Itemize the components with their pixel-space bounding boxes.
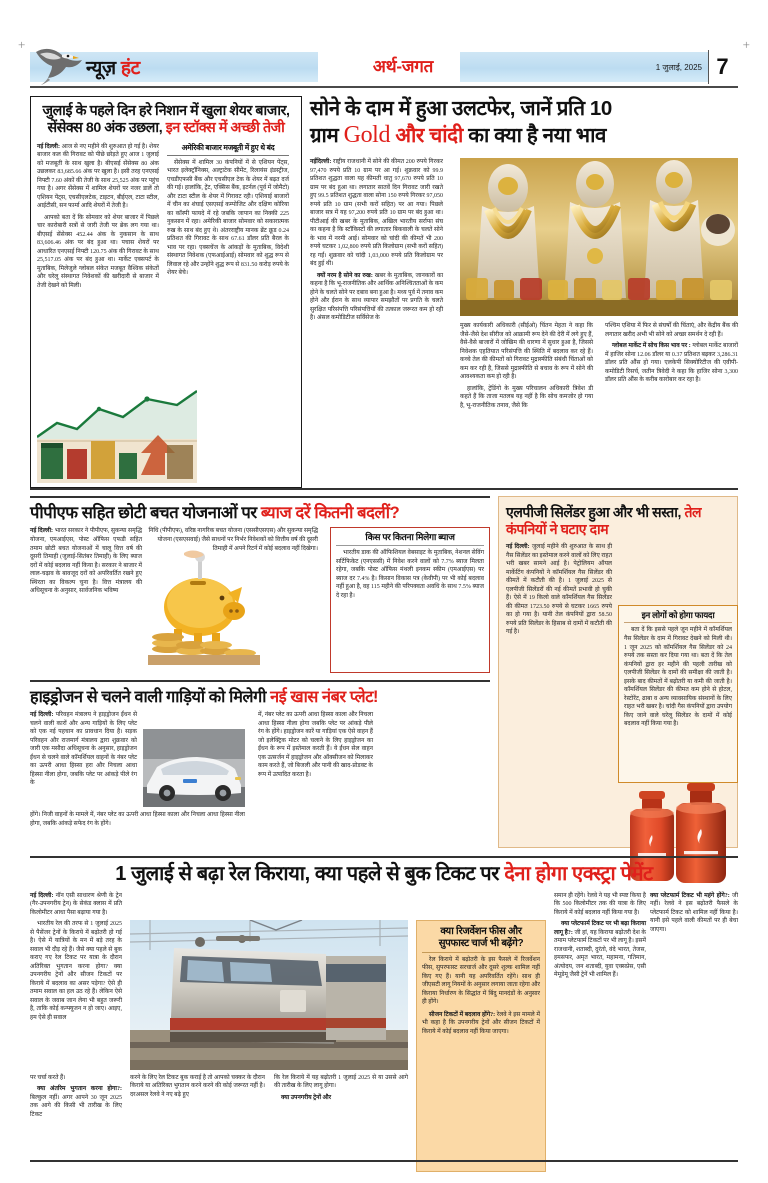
railway-body [30, 892, 738, 1160]
article-railway [30, 856, 738, 1156]
gold-col2-p2: हालांकि, ट्रेडिंगो के मुख्य परिचालन अधिकारी त्रिवेश डी कहते हैं कि ताजा मतलब यह नहीं है कि सोच कमजोर हो गया है, भू-राजनीतिक तनाव, जैसे कि [460, 385, 593, 409]
crop-mark-top-left: + [18, 37, 26, 52]
page-number: 7 [708, 50, 736, 84]
hydrogen-columns [30, 711, 490, 849]
railway-box-season [422, 1011, 540, 1037]
hydrogen-col2-text: होंगे। निजी वाहनों के मामले में, नंबर प्लेट का ऊपरी आधा हिस्सा काला और निचला आधा हिस्सा नीला होगा, जबकि आंकड़े सफेद रंग के होंगे। [30, 812, 245, 827]
railway-column-7 [650, 892, 738, 935]
sensex-columns [37, 143, 295, 291]
gold-headline-silver: और चांदी [390, 124, 463, 148]
section-rule-1 [30, 488, 738, 490]
article-gold [310, 96, 738, 488]
sensex-headline [37, 103, 295, 137]
railway-col4-text: कि रेल किराये में यह बढ़ोतरी 1 जुलाई 2025 से या उससे आगे की तारीख के लिए लागू होगा। [274, 1074, 408, 1090]
sensex-col1-text: आज से नए महीने की शुरुआत हो गई है। शेयर बाजार कल की गिरावट को पीछे छोड़ते हुए आज 1 जुलाई को मजबूती के साथ खुला है। बीएसई सेंसेक्स 80 अंक उछलकर 83,685.66 अंक पर खुला है। इसी तरह एनएसई निफ्टी 7.60 अंकों की तेजी के साथ 25,525 अंक पर पहुंच गया है। अगर सेंसेक्स में शामिल शेयरों पर नजर डालें तो एशियन पेंट्स, एचसीएलटेक, टाइटन, बीईएल, टाटा स्टील, आईटीसी, सन फार्मा आदि शेयरों में तेजी है। [37, 143, 160, 210]
lpg-box-text: बता दें कि इससे पहले जून महीने में कॉमर्शियल गैस सिलेंडर के दाम में गिरावट देखने को मिली थी। 1 जून 2025 को कॉमर्शियल गैस सिलेंडर को 24 रुपये तक सस्ता कर दिया गया था। बता दें कि तेल कंपनियों द्वारा हर महीने की पहली तारीख को एलपीजी सिलेंडर के दामों की समीक्षा की जाती है। इसके बाद कीमतों में बढ़ोतरी या कमी की जाती है। कॉमर्शियल सिलेंडर की कीमत कम होने से होटल, रेस्टोरेंट, ढाबा व अन्य व्यावसायिक संस्थानों के लिए राहत भरी खबर है। चांदी गैस कंपनियों द्वारा उपयोग किए जाने वाले घरेलू सिलेंडर के दामों में कोई बदलाव नहीं किया गया है। [624, 627, 732, 728]
gold-col1-p2: खबर के मुताबिक, जानकारों का कहना है कि भू-राजनीतिक और आर्थिक अनिश्चितताओं के कम होने के चलते सोने पर दबाव बना हुआ है। मध्य पूर्व में तनाव कम होने और ईरान के साथ व्यापार समझौतों पर प्रगति के चलते सुरक्षित परिसंपत्ति परिसंपत्तियों की तत्काल जरूरत कम हो रही है। अंसल कमोडिटीज सर्विसेज के [310, 272, 443, 322]
hydrogen-headline-black: हाइड्रोजन से चलने वाली गाड़ियों को मिलेगी [30, 688, 271, 706]
railway-col2-text: पर चर्चा करते हैं। [30, 1074, 66, 1081]
gold-sub2: ग्लोबल मार्केट में सोच किस भाव पर : [612, 343, 691, 350]
railway-col6-text: समान ही रहेंगे। रेलवे ने यह भी स्पष्ट किया है कि 500 किलोमीटर तक की यात्रा के लिए किराये में कोई बदलाव नहीं किया गया है। [554, 892, 646, 916]
masthead [30, 50, 738, 84]
railway-col6-p3-text: जी नहीं। रेलवे ने इस बढ़ोतरी फैसले के प्लेटफार्म टिकट को शामिल नहीं किया है। यानी इसे पहले वाली कीमतों पर ही बेचा जाएगा। [650, 892, 739, 933]
gold-headline-gram: ग्राम [310, 124, 344, 148]
lpg-box-headline: इन लोगों को होगा फायदा [624, 610, 732, 623]
railway-dateline: नई दिल्ली: [30, 892, 54, 899]
sensex-col2-text: सेंसेक्स में शामिल 30 कंपनियों में से एशियन पेंट्स, भारत इलेक्ट्रॉनिक्स, अल्ट्राटेक सीमेंट, रिलायंस इंडस्ट्रीज, एचडीएफसी बैंक और एचसीएल टेक के शेयर में बढ़त दर्ज की गई। हालांकि, ट्रेंट, एक्सिस बैंक, इटर्नल (पूर्व में जोमैटो) और टाटा स्टील के शेयर में गिरावट रही। एशियाई बाजारों में चीन का शंघाई एसएसई कम्पोजिट और दक्षिण कोरिया का कॉस्पी फायदे में रहे जबकि जापान का निक्की 225 नुकसान में रहा। अमेरिकी बाजार सोमवार को सकारात्मक रुख के साथ बंद हुए थे। अंतरराष्ट्रीय मानक ब्रेंट क्रूड 0.24 प्रतिशत की गिरावट के साथ 67.61 डॉलर प्रति बैरल के भाव पर रहा। एक्सचेंज के आंकड़ों के मुताबिक, विदेशी संस्थागत निवेशक (एफआईआई) सोमवार को शुद्ध रूप से लिवाल रहे और उन्होंने शुद्ध रूप से 831.50 करोड़ रुपये के शेयर बेचे। [167, 159, 289, 277]
article-hydrogen [30, 680, 490, 848]
railway-col6-p3-lead: क्या प्लेटफार्म टिकट भी महंगे होंगे?: [650, 892, 730, 899]
ppf-interest-box [330, 527, 490, 673]
hydrogen-column-3 [258, 711, 373, 779]
lpg-headline-black: एलपीजी सिलेंडर हुआ और भी सस्ता, [506, 504, 685, 520]
ppf-headline-red: ब्याज दरें कितनी बदलीं? [260, 504, 400, 522]
edition-date: 1 जुलाई, 2025 [655, 63, 702, 72]
sensex-para-2: आपको बता दें कि सोमवार को शेयर बाजार में पिछले चार कारोबारी सत्रों से जारी तेजी पर ब्रेक लग गया था। बीएसई सेंसेक्स 452.44 अंक के नुकसान के साथ 83,606.46 अंक पर बंद हुआ था। पचास शेयरों पर आधारित एनएसई निफ्टी 120.75 अंक की गिरावट के साथ 25,517.05 अंक पर बंद हुआ था। मार्केट एक्सपर्ट के मुताबिक, मिलेजुले ग्लोबल संकेत मजबूत वैश्विक संकेतों और घरेलू संस्थागत निवेशकों की खरीदारी से बाजार में तेजी देखने को मिली। [37, 214, 159, 289]
ppf-box-text: भारतीय डाक की ऑफिशियल वेबसाइट के मुताबिक, नेशनल सेविंग सर्टिफिकेट (एनएससी) में निवेश करने वालों को 7.7% ब्याज मिलता रहेगा, जबकि पोस्ट ऑफिस मंथली इनकम स्कीम (एमआईएस) पर ब्याज दर 7.4% है। किसान विकास पत्र (केवीपी) पर भी कोई बदलाव नहीं हुआ है, वह 115 महीने की परिपक्वता अवधि के साथ 7.5% ब्याज दे रहा है। [336, 550, 484, 599]
railway-headline-black: 1 जुलाई से बढ़ा रेल किराया, क्या पहले से बुक टिकट पर [115, 863, 505, 885]
brand-text-primary: न्यूज़ [86, 58, 121, 79]
ppf-dateline: नई दिल्ली: [30, 528, 54, 535]
ppf-headline-black: पीपीएफ सहित छोटी बचत योजनाओं पर [30, 504, 261, 522]
railway-box-text: रेल किराये में बढ़ोतरी के इस फैसले में रिजर्वेशन फीस, सुपरफास्ट सरचार्ज और दूसरे शुल्क शामिल नहीं किए गए हैं। यानी यह अपरिवर्तित रहेंगे। साथ ही जीएसटी लागू नियमों के अनुसार लगाया जाता रहेगा और किराया निर्धारण के सिद्धांत में बिंदु मानदंडों के अनुसार ही होंगे। [422, 956, 540, 1006]
railway-col6-p3 [650, 892, 738, 935]
railway-col4-p2-lead: क्या उपनगरीय ट्रेनों और [281, 1094, 332, 1101]
lpg-dateline: नई दिल्ली: [506, 544, 530, 551]
crop-mark-top-right: + [742, 37, 750, 52]
lpg-benefit-box [618, 605, 738, 783]
gold-col3-text: पश्चिम एशिया में फिर से संघर्षों की चिंताएं, और केंद्रीय बैंक की लगातार खरीद अभी भी सोने को अच्छा समर्थन दे रही हैं। [605, 323, 738, 338]
ppf-col1-text: भारत सरकार ने पीपीएफ, सुकन्या समृद्धि योजना, एमआईएस, पोस्ट ऑफिस एफडी सहित तमाम छोटी बचत योजनाओं में चालू वित्त वर्ष की दूसरी तिमाही (जुलाई-सितंबर तिमाही) के लिए ब्याज दरों में कोई बदलाव नहीं किया है। सरकार ने बाजार में लाल-चढ़ाव के बावजूद दरों को अपरिवर्तित रखने हुए स्थिरता का विकल्प चुना है। वित्त मंत्रालय की अधिसूचना के अनुसार, सार्वजनिक भविष्य [30, 528, 143, 595]
lpg-para-1 [506, 543, 612, 637]
section-rule-bottom [30, 1160, 738, 1162]
gold-col3-p2-text: ग्लोबल मार्केट बाजारों में हाजिर सोना 12.06 डॉलर या 0.37 प्रतिशत बढ़कर 3,286.31 डॉलर प्रति औंस हो गया। एलकेपी सिक्योरिटीज की एवीपी-कमोडिटी रिसर्च, जतीन त्रिवेदी ने कहा कि हाजिर सोना 3,300 डॉलर प्रति औंस के करीब कारोबार कर रहा है। [605, 343, 739, 384]
masthead-rule [30, 86, 738, 88]
railway-headline-red: देना होगा एक्स्ट्रा पेमेंट [504, 863, 653, 885]
railway-col3-text: करने के लिए रेल टिकट बुक कराई है तो आपको चक्कर के दौरान किराये या अतिरिक्त भुगतान करने करने की कोई जरूरत नहीं है। दरअसल रेलवे ने नए बढ़े हुए [130, 1074, 265, 1098]
piggy-bank-illustration [148, 549, 260, 671]
gold-column-3 [605, 322, 738, 385]
railway-col6-p2-text: जी हां, यह किराया बढ़ोतरी देश के तमाम प्लेटफार्म टिकटों पर भी लागू है। इसमें राजधानी, शताब्दी, दुरंतो, वंदे भारत, तेजस, हमसफर, अमृत भारत, महामना, गतिमान, अंत्योदय, जन शताब्दी, युवा एक्सप्रेस, एसी मेमूडेमू जैसी ट्रेनें भी शामिल हैं। [554, 929, 647, 979]
hydrogen-dateline: नई दिल्ली: [30, 712, 54, 719]
lpg-headline [506, 504, 730, 538]
gold-para-1 [310, 158, 443, 269]
gold-col3-p2 [605, 342, 738, 385]
railway-col2-p2-text: बिल्कुल नहीं। अगर आपने 30 जून 2025 तक आगे की किसी भी तारीख के लिए टिकट [30, 1094, 122, 1118]
gold-col1-text: राष्ट्रीय राजधानी में सोने की कीमत 200 रुपये गिरकर 97,470 रुपये प्रति 10 ग्राम पर आ गई। शुक्रवार को 99.9 प्रतिशत शुद्धता वाला यह कीमती धातु 97,670 रुपये प्रति 10 ग्राम पर बंद हुआ था। लगातार सातवें दिन गिरावट जारी रखते हुए 99.5 प्रतिशत शुद्धता वाला सोना 150 रुपये गिरकर 97,050 रुपये प्रति 10 ग्राम (सभी करों सहित) पर आ गया। पिछले बाजार सत्र में यह 97,200 रुपये प्रति 10 ग्राम पर बंद हुआ था। पीटीआई की खबर के मुताबिक, अखिल भारतीय सर्राफा संघ का कहना है कि स्टॉकिस्टों की लगातार बिकवाली के चलते सोने के भाव में नरमी आई। सोमवार को चांदी की कीमतें भी 200 रुपये घटकर 1,02,800 रुपये प्रति किलोग्राम (सभी करों सहित) रह गईं। शुक्रवार को चांदी 1,03,000 रुपये प्रति किलोग्राम पर बंद हुई थी। [310, 159, 444, 268]
railway-col5-text: रेलवे ने इस मामले में भी कहा है कि उपनगरीय ट्रेनों और सीजन टिकटों में किराये में कोई बदलाव नहीं किया जाएगा। [422, 1011, 541, 1035]
railway-col6-p2 [554, 920, 646, 980]
sensex-column-1 [37, 143, 159, 291]
railway-column-4 [274, 1074, 408, 1103]
railway-para-1 [30, 892, 122, 918]
hydrogen-column-2 [30, 811, 245, 828]
railway-column-2 [30, 1074, 122, 1120]
ppf-col2-text: निधि (पीपीएफ), वरिष्ठ नागरिक बचत योजना (एससीएसएस) और सुकन्या समृद्धि योजना (एसएसवाई) जैसे साधनों पर निर्भर निवेशकों को वित्तीय वर्ष की दूसरी तिमाही में अपने रिटर्न में कोई बदलाव नहीं दिखेगा। [148, 528, 318, 552]
eagle-logo-icon [32, 44, 86, 86]
gold-col2-text: मुख्य कार्यकारी अधिकारी (सीईओ) चिंतन मेहता ने कहा कि जैसे-जैसे देश सीरीज को आक्रामी रूप देने की देरी में लगे हुए हैं, वैसे-वैसे बाजारों में जोखिम की धारणा में सुधार हुआ है, जिससे निवेशक एहतियात परिसंपत्ति की स्थिति में बदलाव कर रहे हैं। कच्चे तेल की कीमतों को गिरावट मुद्रास्फीति संबंधी चिंताओं को कम कर रही है, जिससे मुद्रास्फीति से बचाव के रूप में सोने की आवश्यकता कम हो रही है। [460, 323, 593, 381]
lpg-headline-red: तेल कंपनियों ने घटाए दाम [506, 504, 702, 538]
railway-col1-text: नॉन एसी साधारण श्रेणी के ट्रेन (गैर-उपनगरीय ट्रेन) के सेकंड क्लास में प्रति किलोमीटर आधा पैसा बढ़ाया गया है। [30, 892, 122, 916]
ppf-box-headline: किस पर कितना मिलेगा ब्याज [336, 532, 484, 546]
gold-column-2 [460, 322, 593, 410]
railway-headline [30, 863, 738, 887]
ppf-column-1 [30, 527, 142, 595]
train-locomotive-photo [130, 920, 408, 1070]
lpg-column-1 [506, 543, 612, 637]
railway-col5-lead: सीजन टिकटों में बदलाव होंगे?: [429, 1011, 496, 1018]
gold-jewellery-photo [460, 158, 738, 316]
sensex-column-2 [167, 143, 289, 291]
sensex-headline-line1: जुलाई के पहले दिन हरे निशान में खुला शेयर बाजार, [42, 103, 290, 119]
hydrogen-para-1 [30, 711, 137, 788]
article-sensex [30, 96, 302, 488]
hydrogen-headline [30, 688, 490, 707]
gold-headline-tail: का क्या है नया भाव [462, 124, 607, 148]
sensex-dateline: नई दिल्ली: [37, 143, 60, 150]
gold-headline-line1: सोने के दाम में हुआ उलटफेर, जानें प्रति 10 [310, 97, 612, 120]
sensex-sub-headline: अमेरिकी बाजार मजबूती में हुए थे बंद [167, 143, 289, 156]
railway-box-headline-line2: सुपफास्ट चार्ज भी बढ़ेंगे? [438, 937, 524, 949]
gold-sub1: क्यों नरम है सोने का रुख: [317, 272, 373, 279]
sensex-headline-line2a: सेंसेक्स 80 अंक उछला, [47, 119, 166, 136]
masthead-brand [86, 54, 140, 80]
ppf-columns [30, 527, 490, 673]
article-lpg [498, 496, 738, 848]
brand-text-accent: हंट [120, 58, 140, 79]
sensex-headline-line2b: इन स्टॉक्स में अच्छी तेजी [165, 119, 285, 136]
gold-dateline: नईदिल्ली: [310, 159, 332, 165]
railway-col6-p2-lead: क्या प्लेटफार्म टिकट पर भी बढ़ा किराया लागू है?: [554, 921, 646, 936]
railway-col2-p2 [30, 1085, 122, 1119]
gold-column-1 [310, 158, 443, 323]
railway-box-headline [422, 926, 540, 953]
stock-market-chart-illustration [37, 383, 197, 483]
section-title: अर्थ-जगत [372, 57, 434, 76]
gold-headline [310, 96, 738, 151]
railway-col1-p2: भारतीय रेल की तरफ से 1 जुलाई 2025 से पैसेंजर ट्रेनों के किराये में बढ़ोतरी हो गई है। ऐसे में यात्रियों के मन में बड़े तरह के सवाल भी दौड़ रहे हैं। जैसे क्या पहले से बुक कराए गए रेल टिकट पर यात्रा के दौरान अतिरिक्त भुगतान करना होगा? क्या उपनगरीय ट्रेनों और सीजन टिकटों पर किराये में बदलाव का असर पड़ेगा? ऐसे ही तमाम सवाल का हल उठ रहे हैं। लेकिन ऐसे सवाल के जवाब जान लेना भी बहुत जरूरी है, ताकि कोई कन्फ्यूजन न हो जाए। आइए, हम ऐसे ही सवाल [30, 921, 122, 1021]
hydrogen-headline-red: नई खास नंबर प्लेट! [270, 688, 378, 706]
hydrogen-col3-text: में, नंबर प्लेट का ऊपरी आधा हिस्सा काला और निचला आधा हिस्सा नीला होगा जबकि प्लेट पर आंकड़े पीले रंग के होंगे। हाइड्रोजन कारें या गाड़ियां एक ऐसे वाहन हैं जो इलेक्ट्रिक मोटर को चलाने के लिए हाइड्रोजन का ईंधन के रूप में इस्तेमाल करती हैं। ये ईंधन सेल वाहन एक उत्सर्जन में हाइड्रोजन और ऑक्सीजन को मिलाकर काम करते हैं, जो बिजली और पानी की खाद-प्रोडक्ट के रूप में उत्पादित करता है। [258, 712, 373, 778]
hydrogen-column-1 [30, 711, 137, 788]
railway-col2-lead: क्या अंतरिम भुगतान करना होगा?: [37, 1086, 122, 1093]
article-ppf [30, 496, 490, 672]
lpg-col1-text: जुलाई महीने की शुरुआत के साथ ही गैस सिलेंडर का इस्तेमाल करने वालों को लिए राहत भरी खबर सामने आई है। पेट्रोलियम ऑयल मार्केटिंग कंपनियों ने कॉमर्शियल गैस सिलेंडर की कीमतें में कटौती की है। 1 जुलाई 2025 से एलपीजी सिलेंडरों की नई कीमतें प्रभावी हो चुकी हैं। ऐसे में 19 किलो वाले कॉमर्शियल गैस सिलेंडर की कीमत 1723.50 रुपये से घटकर 1665 रुपये का हो गया है। यानी तेल कंपनियों द्वारा 58.50 रुपये प्रति सिलेंडर के हिसाब से दामों में कटौती की गई है। [506, 544, 613, 636]
railway-col4-p2 [274, 1094, 408, 1103]
gold-headline-gold-word: Gold [343, 122, 391, 149]
railway-column-3 [130, 1074, 265, 1100]
gold-para-2 [310, 272, 443, 323]
railway-column-1 [30, 892, 122, 1023]
hydrogen-col1-text: परिवहन मंत्रालय ने हाइड्रोजन ईंधन से चलने वाली कारों और अन्य गाड़ियों के लिए प्लेट को एक नई पहचान का प्रावधान दिया है। सड़क परिवहन और राजमार्ग मंत्रालय द्वारा शुक्रवार को जारी एक मसौदा अधिसूचना के अनुसार, हाइड्रोजन ईंधन से चलने वाले कॉमर्शियल वाहनों के नंबर प्लेट का ऊपरी आधा हिस्सा हरा और निचला आधा हिस्सा नीला होगा, जबकि प्लेट पर आंकड़े पीले रंग के [30, 712, 138, 787]
railway-column-6 [554, 892, 646, 980]
railway-reservation-box [416, 920, 546, 1172]
ppf-para-1 [30, 527, 142, 595]
ppf-headline [30, 504, 490, 523]
sensex-para-1 [37, 143, 159, 211]
railway-box-headline-line1: क्या रिजर्वेशन फीस और [440, 925, 522, 937]
